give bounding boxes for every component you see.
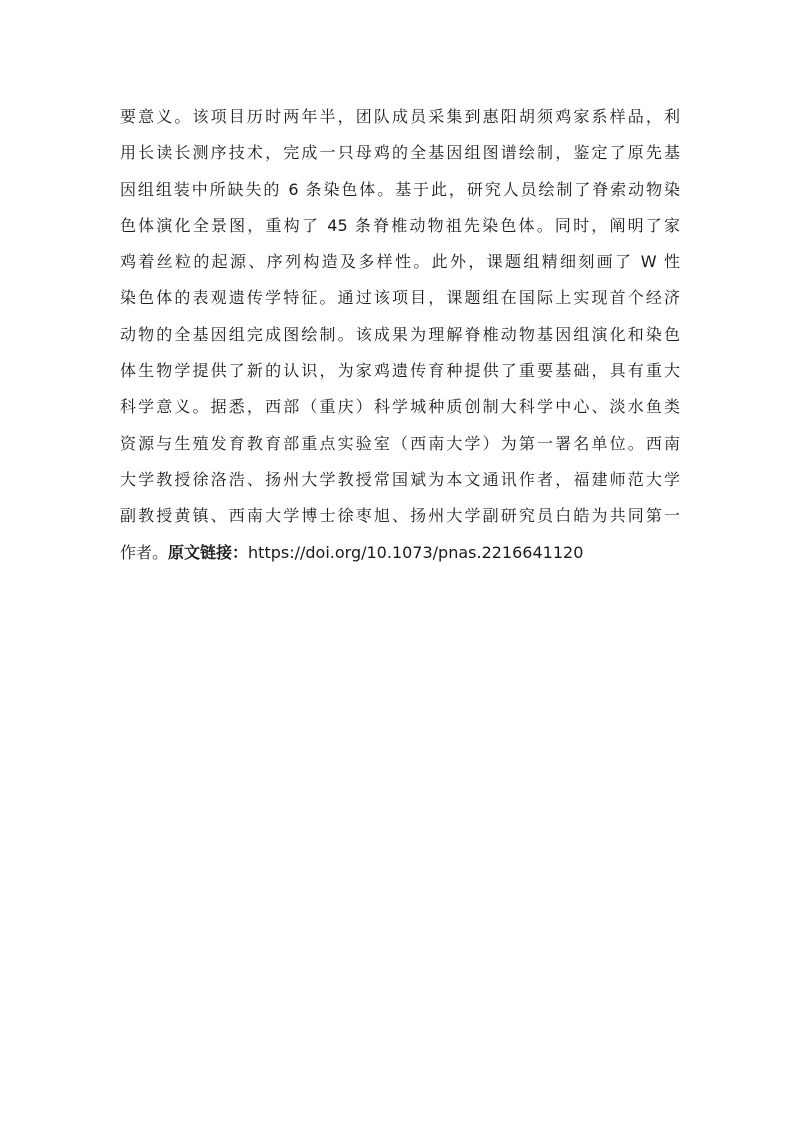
paragraph-line-8: 体生物学提供了新的认识，为家鸡遗传育种提供了重要基础，具有重大 — [120, 361, 680, 381]
paragraph-line-9: 科学意义。据悉，西部（重庆）科学城种质创制大科学中心、淡水鱼类 — [120, 397, 680, 417]
paragraph-line-11: 大学教授徐洛浩、扬州大学教授常国斌为本文通讯作者，福建师范大学 — [120, 469, 680, 489]
source-link-label: 原文链接： — [168, 542, 249, 562]
paragraph-line-6: 染色体的表观遗传学特征。通过该项目，课题组在国际上实现首个经济 — [120, 288, 680, 308]
article-paragraph — [120, 104, 680, 576]
paragraph-line-1: 要意义。该项目历时两年半，团队成员采集到惠阳胡须鸡家系样品，利 — [120, 107, 680, 126]
paragraph-line-5: 鸡着丝粒的起源、序列构造及多样性。此外，课题组精细刻画了 W 性 — [120, 252, 680, 272]
paragraph-line-10: 资源与生殖发育教育部重点实验室（西南大学）为第一署名单位。西南 — [120, 433, 680, 453]
paragraph-line-13 — [120, 540, 680, 576]
paragraph-line-12: 副教授黄镇、西南大学博士徐枣旭、扬州大学副研究员白皓为共同第一 — [120, 506, 680, 526]
last-line-prefix: 作者。 — [120, 542, 169, 562]
paragraph-line-4: 色体演化全景图，重构了 45 条脊椎动物祖先染色体。同时，阐明了家 — [120, 215, 680, 235]
paragraph-line-2: 用长读长测序技术，完成一只母鸡的全基因组图谱绘制，鉴定了原先基 — [120, 143, 680, 163]
source-link-url[interactable]: https://doi.org/10.1073/pnas.2216641120 — [248, 542, 584, 562]
paragraph-line-7: 动物的全基因组完成图绘制。该成果为理解脊椎动物基因组演化和染色 — [120, 324, 680, 344]
paragraph-line-3: 因组组装中所缺失的 6 条染色体。基于此，研究人员绘制了脊索动物染 — [120, 179, 680, 199]
